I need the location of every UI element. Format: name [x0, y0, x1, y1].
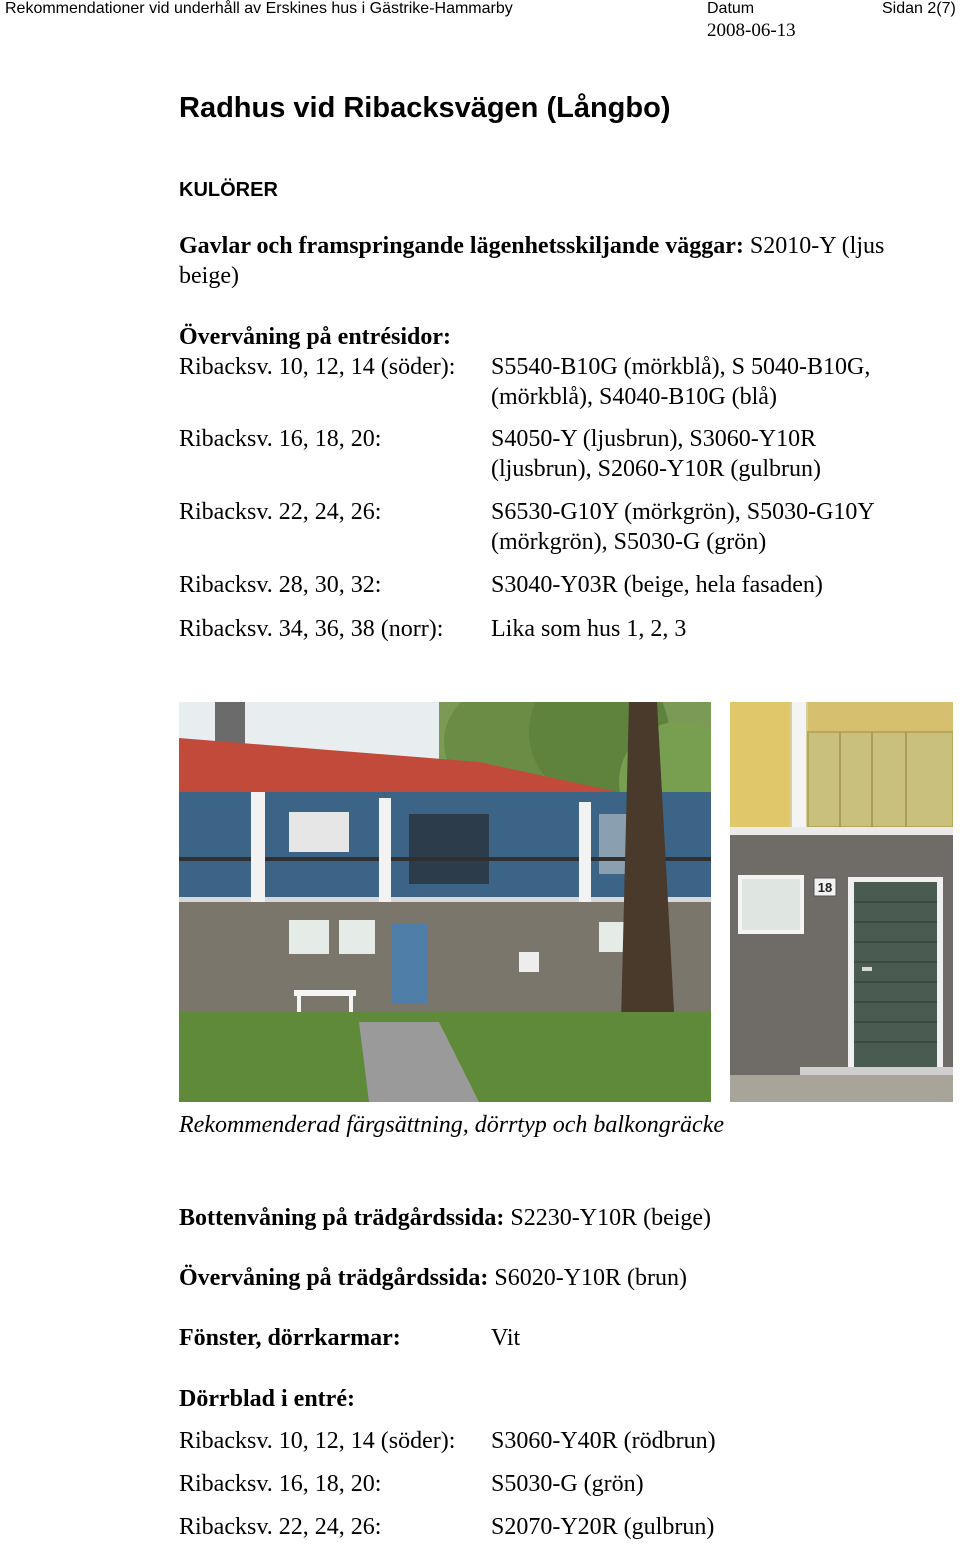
entre-row-value: S3040-Y03R (beige, hela fasaden)	[491, 572, 823, 598]
entre-row-address: Ribacksv. 10, 12, 14 (söder):	[179, 354, 456, 380]
overvaning-tradgard-line	[179, 1263, 687, 1293]
dorrblad-row-value: S2070-Y20R (gulbrun)	[491, 1514, 715, 1540]
dorrblad-row-value: S3060-Y40R (rödbrun)	[491, 1428, 716, 1454]
gavlar-value: S2010-Y (ljus	[749, 233, 885, 259]
dorrblad-row-address: Ribacksv. 22, 24, 26:	[179, 1514, 382, 1540]
entre-row-address: Ribacksv. 28, 30, 32:	[179, 572, 382, 598]
dorrblad-row-address: Ribacksv. 16, 18, 20:	[179, 1471, 382, 1497]
bottenvaning-value: S2230-Y10R (beige)	[510, 1205, 712, 1231]
gavlar-value-cont: beige)	[179, 263, 239, 289]
bottenvaning-label: Bottenvåning på trädgårdssida:	[179, 1205, 505, 1231]
entre-row-address: Ribacksv. 16, 18, 20:	[179, 426, 382, 452]
overvaning-entre-label: Övervåning på entrésidor:	[179, 324, 451, 350]
gavlar-line	[179, 231, 884, 261]
dorrblad-label: Dörrblad i entré:	[179, 1386, 355, 1412]
house-number: 18	[817, 880, 833, 895]
fonster-value: Vit	[491, 1325, 521, 1351]
fonster-label: Fönster, dörrkarmar:	[179, 1325, 401, 1351]
dorrblad-row-address: Ribacksv. 10, 12, 14 (söder):	[179, 1428, 456, 1454]
entre-row-value: S5540-B10G (mörkblå), S 5040-B10G,	[491, 354, 871, 380]
entre-row-value: S4050-Y (ljusbrun), S3060-Y10R	[491, 426, 817, 452]
bottenvaning-line	[179, 1203, 711, 1233]
door-photo	[730, 702, 953, 1102]
entre-row-value: Lika som hus 1, 2, 3	[491, 616, 687, 642]
dorrblad-row-value: S5030-G (grön)	[491, 1471, 644, 1497]
document-title-header: Rekommendationer vid underhåll av Erskines hus i Gästrike-Hammarby	[5, 0, 513, 17]
page-title: Radhus vid Ribacksvägen (Långbo)	[179, 92, 671, 124]
entre-row-address: Ribacksv. 22, 24, 26:	[179, 499, 382, 525]
entre-row-address: Ribacksv. 34, 36, 38 (norr):	[179, 616, 444, 642]
entre-row-value-cont: (mörkgrön), S5030-G (grön)	[491, 529, 767, 555]
gavlar-label: Gavlar och framspringande lägenhetsskiljande väggar:	[179, 233, 744, 259]
page-number: Sidan 2(7)	[882, 0, 956, 17]
photo-caption: Rekommenderad färgsättning, dörrtyp och balkongräcke	[179, 1112, 725, 1138]
date-label: Datum	[707, 0, 755, 17]
entre-row-value-cont: (mörkblå), S4040-B10G (blå)	[491, 384, 777, 410]
overvaning-tradgard-label: Övervåning på trädgårdssida:	[179, 1265, 489, 1291]
entre-row-value-cont: (ljusbrun), S2060-Y10R (gulbrun)	[491, 456, 821, 482]
date-value: 2008-06-13	[707, 20, 796, 41]
section-heading: KULÖRER	[179, 179, 278, 201]
entre-row-value: S6530-G10Y (mörkgrön), S5030-G10Y	[491, 499, 875, 525]
overvaning-tradgard-value: S6020-Y10R (brun)	[494, 1265, 688, 1291]
house-photo	[179, 702, 711, 1102]
